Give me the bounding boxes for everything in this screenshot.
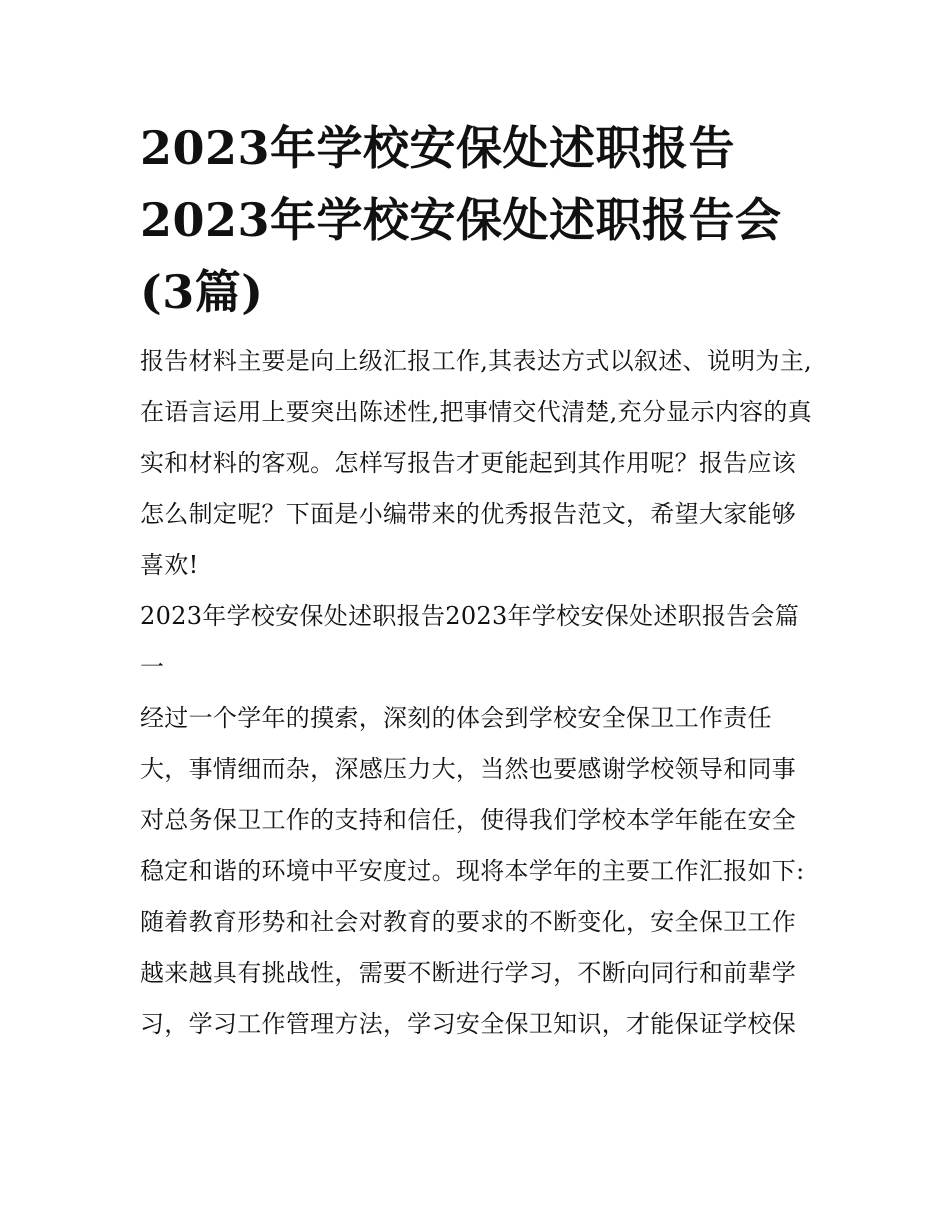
document-title: 2023年学校安保处述职报告2023年学校安保处述职报告会(3篇) bbox=[140, 121, 782, 319]
body-paragraph-2: 随着教育形势和社会对教育的要求的不断变化，安全保卫工作越来越具有挑战性，需要不断进行学习，不断向同行和前辈学习，学习工作管理方法，学习安全保卫知识，才能保证学校保 bbox=[140, 908, 797, 1038]
document-body bbox=[140, 112, 812, 1050]
section-heading: 2023年学校安保处述职报告2023年学校安保处述职报告会篇一 bbox=[140, 602, 800, 681]
body-paragraph-1: 经过一个学年的摸索，深刻的体会到学校安全保卫工作责任大，事情细而杂，深感压力大，当然也要感谢学校领导和同事对总务保卫工作的支持和信任，使得我们学校本学年能在安全稳定和谐的环境中平安度过。现将本学年的主要工作汇报如下: bbox=[140, 704, 805, 885]
intro-paragraph: 报告材料主要是向上级汇报工作,其表达方式以叙述、说明为主,在语言运用上要突出陈述性,把事情交代清楚,充分显示内容的真实和材料的客观。怎样写报告才更能起到其作用呢？报告应该怎么制定呢？下面是小编带来的优秀报告范文，希望大家能够喜欢! bbox=[140, 347, 812, 579]
